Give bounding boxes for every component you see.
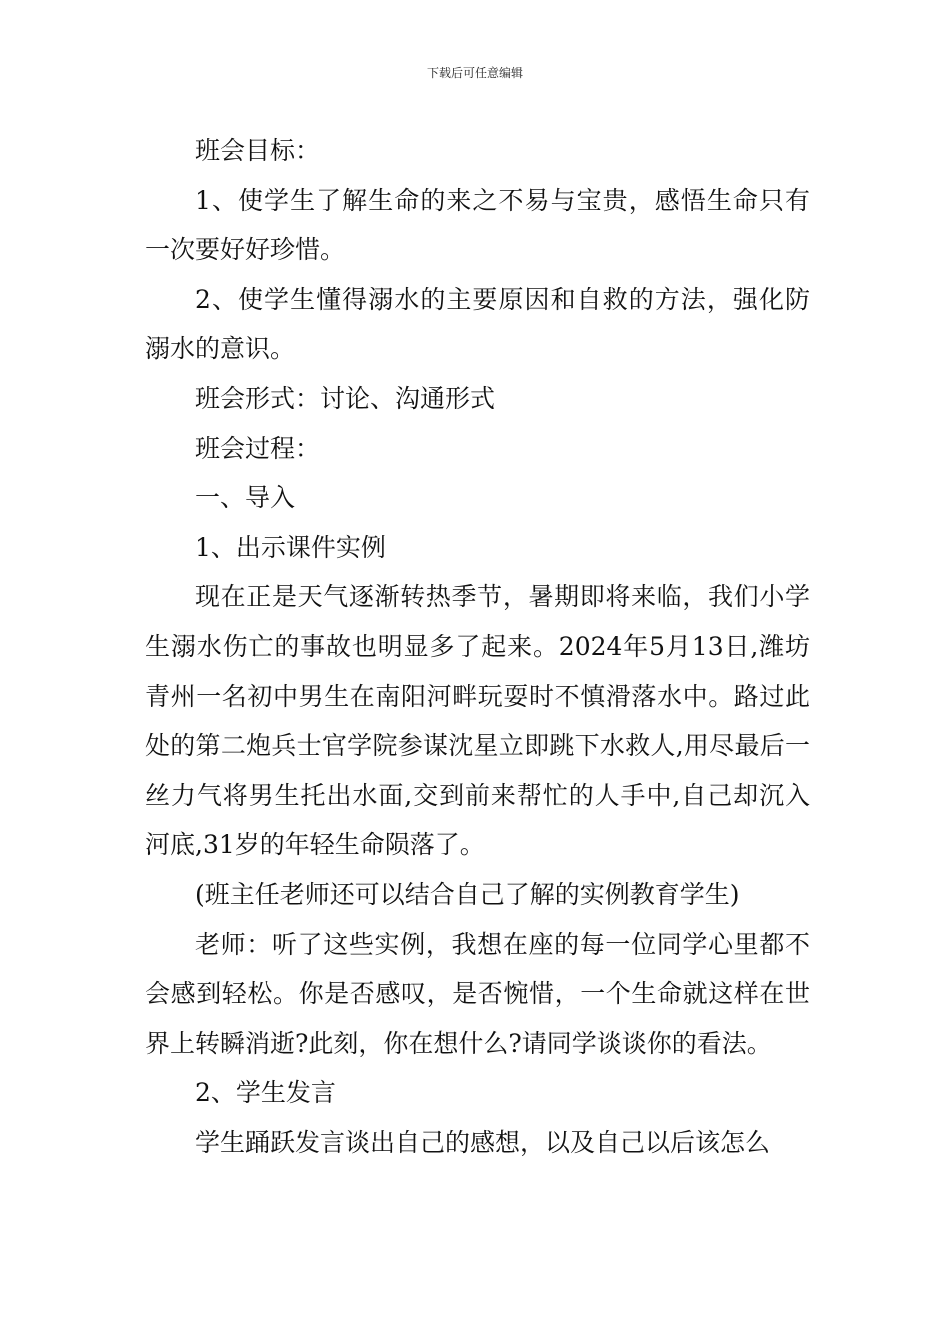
paragraph-class-process-heading: 班会过程： — [195, 433, 321, 463]
paragraph-example-story: 现在正是天气逐渐转热季节，暑期即将来临，我们小学生溺水伤亡的事故也明显多了起来。2024年5月13日,潍坊青州一名初中男生在南阳河畔玩耍时不慎滑落水中。路过此处的第二炮兵士官学院参谋沈星立即跳下水救人,用尽最后一丝力气将男生托出水面,交到前来帮忙的人手中,自己却沉入河底,31岁的年轻生命陨落了。 — [145, 582, 810, 860]
page-header: 下载后可任意编辑 — [426, 66, 523, 80]
paragraph-teacher-speech: 老师：听了这些实例，我想在座的每一位同学心里都不会感到轻松。你是否感叹，是否惋惜，一个生命就这样在世界上转瞬消逝?此刻，你在想什么?请同学谈谈你的看法。 — [145, 929, 810, 1058]
paragraph-class-format: 班会形式：讨论、沟通形式 — [195, 383, 496, 413]
paragraph-student-speech-heading: 2、学生发言 — [195, 1078, 336, 1108]
paragraph-teacher-note: (班主任老师还可以结合自己了解的实例教育学生) — [195, 879, 740, 909]
paragraph-show-examples: 1、出示课件实例 — [195, 532, 386, 562]
document-body — [145, 126, 810, 1167]
paragraph-goal-1: 1、使学生了解生命的来之不易与宝贵，感悟生命只有一次要好好珍惜。 — [145, 185, 810, 265]
paragraph-goal-2: 2、使学生懂得溺水的主要原因和自救的方法，强化防溺水的意识。 — [145, 284, 810, 364]
paragraph-student-speech: 学生踊跃发言谈出自己的感想，以及自己以后该怎么 — [195, 1127, 771, 1157]
paragraph-section-intro: 一、导入 — [195, 483, 296, 513]
paragraph-class-goal-heading: 班会目标： — [195, 136, 321, 165]
